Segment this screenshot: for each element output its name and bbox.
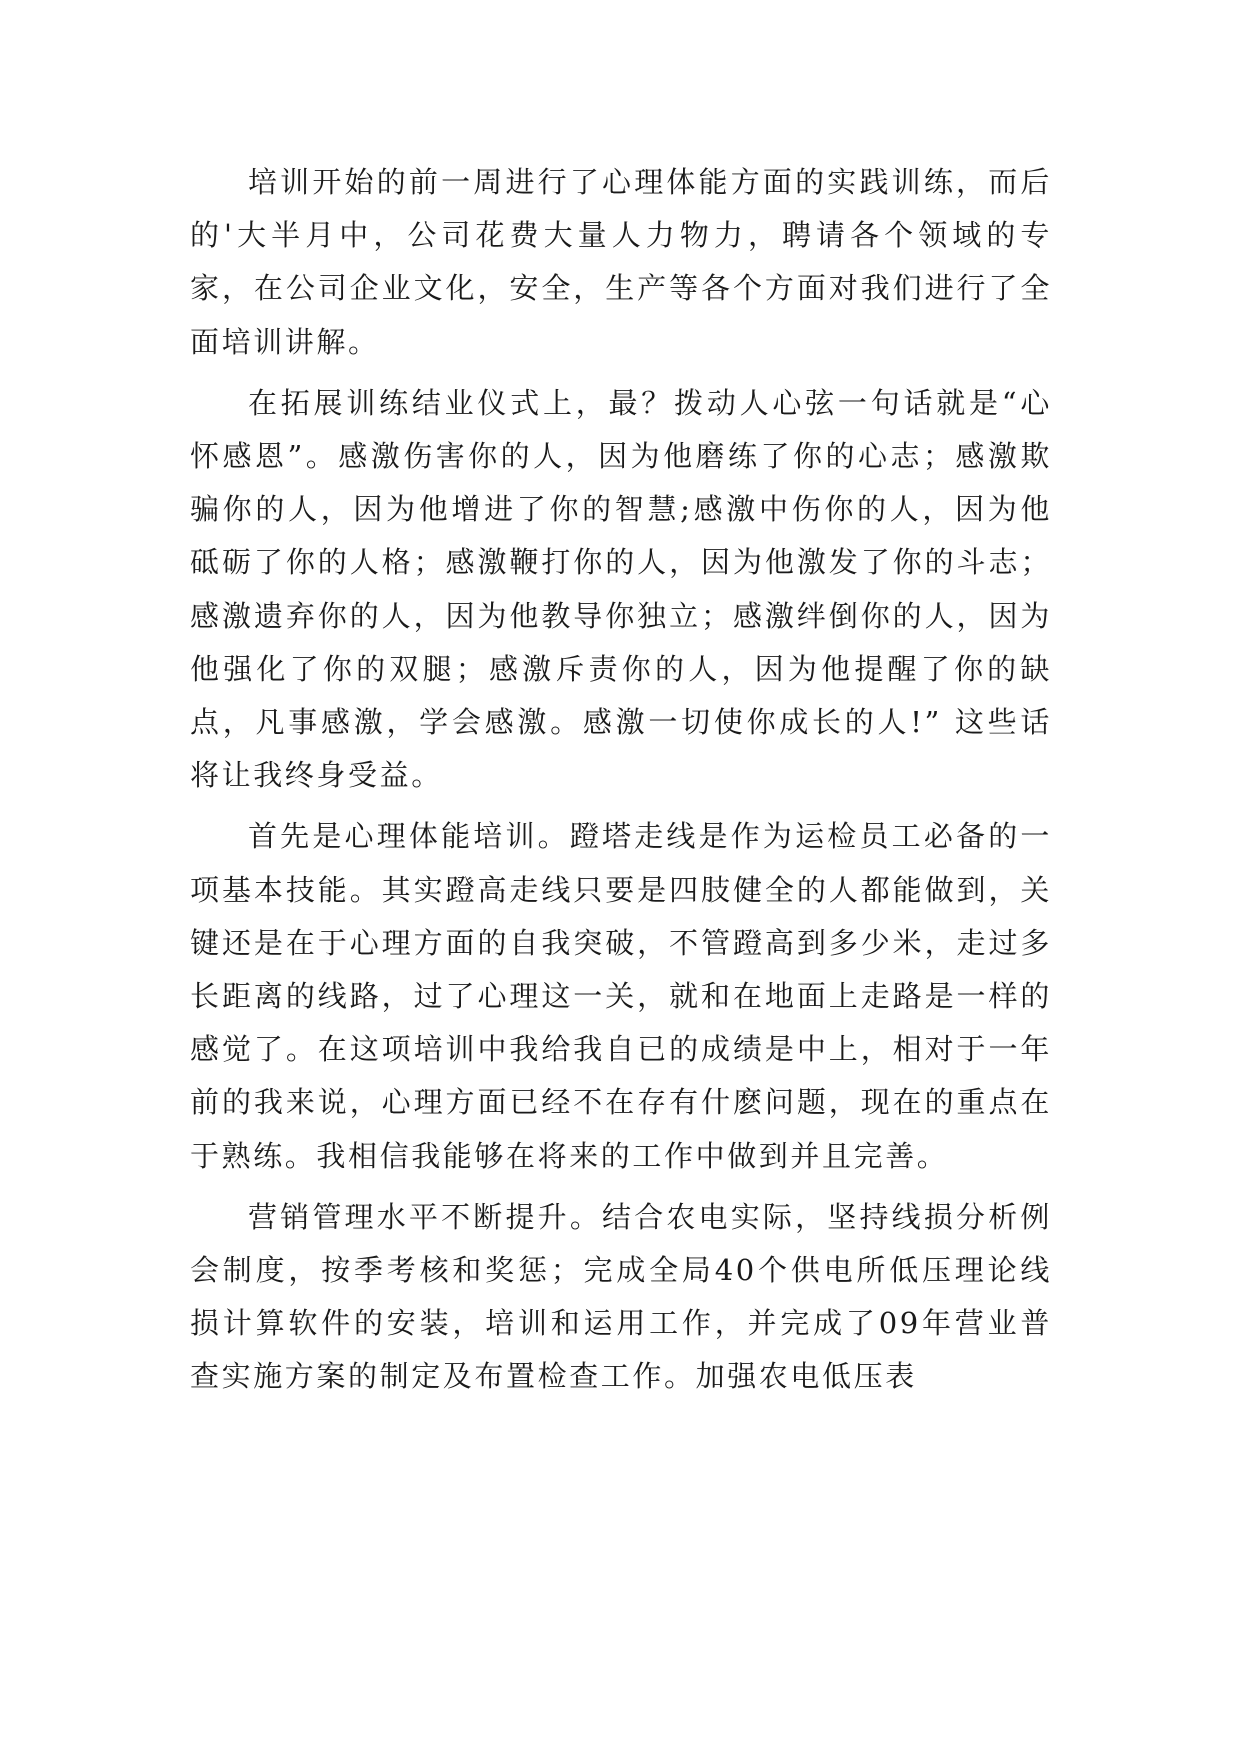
paragraph-psychological-training: 首先是心理体能培训。蹬塔走线是作为运检员工必备的一项基本技能。其实蹬高走线只要是四肢健全的人都能做到，关键还是在于心理方面的自我突破，不管蹬高到多少米，走过多长距离的线路，过了心理这一关，就和在地面上走路是一样的感觉了。在这项培训中我给我自已的成绩是中上，相对于一年前的我来说，心理方面已经不在存有什麽问题，现在的重点在于熟练。我相信我能够在将来的工作中做到并且完善。 bbox=[190, 819, 1052, 1173]
paragraph-marketing-management: 营销管理水平不断提升。结合农电实际，坚持线损分析例会制度，按季考核和奖惩；完成全局40个供电所低压理论线损计算软件的安装，培训和运用工作，并完成了09年营业普查实施方案的制定及布置检查工作。加强农电低压表 bbox=[190, 1199, 1052, 1394]
document-body bbox=[190, 156, 1052, 1404]
paragraph-gratitude: 在拓展训练结业仪式上，最？拨动人心弦一句话就是“心怀感恩”。感激伤害你的人，因为他磨练了你的心志；感激欺骗你的人，因为他增进了你的智慧;感激中伤你的人，因为他砥砺了你的人格；感激鞭打你的人，因为他激发了你的斗志；感激遗弃你的人，因为他教导你独立；感激绊倒你的人，因为他强化了你的双腿；感激斥责你的人，因为他提醒了你的缺点，凡事感激，学会感激。感激一切使你成长的人!” 这些话将让我终身受益。 bbox=[190, 385, 1052, 793]
paragraph-training-intro: 培训开始的前一周进行了心理体能方面的实践训练，而后的'大半月中，公司花费大量人力物力，聘请各个领域的专家，在公司企业文化，安全，生产等各个方面对我们进行了全面培训讲解。 bbox=[190, 165, 1052, 359]
